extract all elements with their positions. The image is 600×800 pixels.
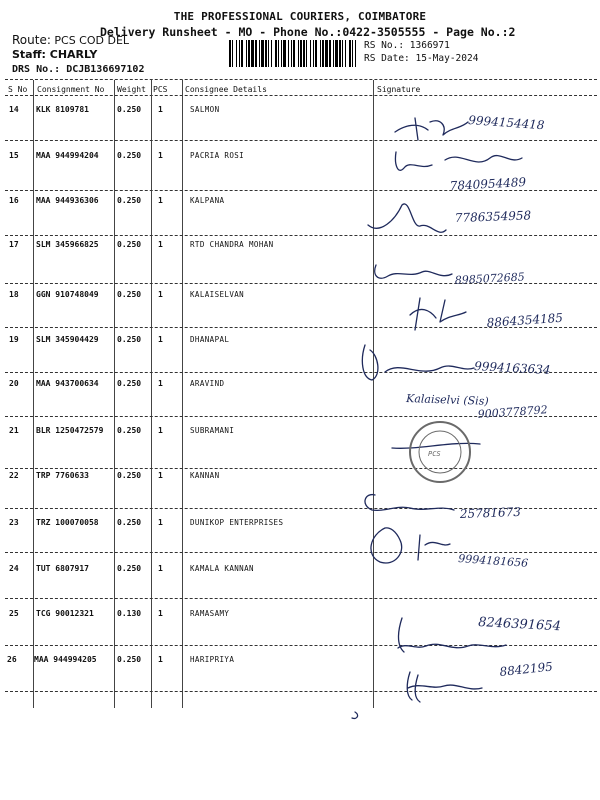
- row-weight: 0.250: [117, 655, 142, 664]
- rs-date-value: 15-May-2024: [415, 53, 479, 64]
- signature-scribble: [362, 345, 474, 380]
- row-pcs: 1: [158, 290, 163, 299]
- row-consignment: TRZ 100070058: [36, 518, 99, 527]
- row-consignment: BLR 1250472579: [36, 426, 104, 435]
- company-title: THE PROFESSIONAL COURIERS, COIMBATORE: [173, 10, 427, 23]
- row-pcs: 1: [158, 655, 163, 664]
- table-top-rule: [5, 79, 597, 80]
- signature-scribble: [410, 298, 466, 330]
- row-consignee: RTD CHANDRA MOHAN: [190, 240, 274, 249]
- route-line: [12, 33, 129, 47]
- row-sno: 15: [9, 151, 19, 160]
- row-weight: 0.250: [117, 105, 142, 114]
- row-consignment: MAA 944936306: [36, 196, 99, 205]
- signature-scribble: [407, 672, 482, 702]
- runsheet-subtitle: Delivery Runsheet - MO - Phone No.:0422-3505555 - Page No.:2: [100, 25, 516, 39]
- col-header-weight: Weight: [117, 85, 146, 94]
- signature-scribble: [352, 712, 358, 718]
- row-weight: 0.250: [117, 564, 142, 573]
- handwritten-number: 8985072685: [454, 270, 526, 287]
- handwritten-number: 7840954489: [449, 175, 527, 193]
- barcode: [229, 40, 357, 67]
- row-weight: 0.250: [117, 426, 142, 435]
- row-pcs: 1: [158, 426, 163, 435]
- row-rule: [5, 190, 597, 191]
- signature-scribble: [395, 152, 522, 170]
- col-header-consignee: Consignee Details: [185, 85, 267, 94]
- row-weight: 0.250: [117, 196, 142, 205]
- row-sno: 23: [9, 518, 19, 527]
- row-consignee: ARAVIND: [190, 379, 225, 388]
- signature-scribble: [398, 618, 506, 652]
- staff-line: [12, 48, 97, 61]
- handwritten-number: 9994163634: [473, 359, 551, 377]
- row-pcs: 1: [158, 240, 163, 249]
- row-rule: [5, 327, 597, 328]
- signature-scribble: [392, 443, 480, 448]
- row-consignment: TUT 6807917: [36, 564, 89, 573]
- handwritten-number: 9994154418: [467, 113, 545, 133]
- row-rule: [5, 235, 597, 236]
- row-sno: 21: [9, 426, 19, 435]
- col-divider: [33, 80, 34, 708]
- row-consignee: KALAISELVAN: [190, 290, 245, 299]
- row-pcs: 1: [158, 564, 163, 573]
- row-pcs: 1: [158, 151, 163, 160]
- row-consignee: HARIPRIYA: [190, 655, 235, 664]
- row-sno: 26: [7, 655, 17, 664]
- row-sno: 22: [9, 471, 19, 480]
- route-label: Route:: [12, 33, 51, 47]
- seal-stamp: [410, 422, 470, 482]
- row-weight: 0.250: [117, 335, 142, 344]
- row-weight: 0.250: [117, 151, 142, 160]
- row-weight: 0.250: [117, 379, 142, 388]
- row-consignee: SUBRAMANI: [190, 426, 235, 435]
- row-pcs: 1: [158, 609, 163, 618]
- row-consignee: RAMASAMY: [190, 609, 230, 618]
- row-rule: [5, 552, 597, 553]
- route-value: PCS COD DEL: [54, 34, 130, 47]
- row-weight: 0.250: [117, 240, 142, 249]
- col-divider: [151, 80, 152, 708]
- row-consignment: SLM 345904429: [36, 335, 99, 344]
- row-pcs: 1: [158, 335, 163, 344]
- row-consignment: SLM 345966825: [36, 240, 99, 249]
- row-rule: [5, 468, 597, 469]
- col-header-sno: S No: [8, 85, 28, 94]
- row-rule: [5, 372, 597, 373]
- handwritten-number: 8864354185: [486, 310, 564, 330]
- row-rule: [5, 283, 597, 284]
- row-sno: 16: [9, 196, 19, 205]
- drs-value: DCJB136697102: [66, 64, 145, 75]
- signature-scribble: [368, 204, 446, 232]
- handwritten-number: 9994181656: [457, 552, 529, 570]
- row-pcs: 1: [158, 105, 163, 114]
- drs-label: DRS No.:: [12, 64, 61, 75]
- row-consignee: KALPANA: [190, 196, 225, 205]
- handwritten-number: 9003778792: [477, 403, 549, 421]
- row-weight: 0.250: [117, 471, 142, 480]
- row-rule: [5, 645, 597, 646]
- row-sno: 14: [9, 105, 19, 114]
- col-header-consignment: Consignment No: [37, 85, 105, 94]
- row-pcs: 1: [158, 518, 163, 527]
- drs-line: [12, 64, 144, 75]
- row-consignment: TRP 7760633: [36, 471, 89, 480]
- row-consignment: KLK 8109781: [36, 105, 89, 114]
- row-sno: 24: [9, 564, 19, 573]
- row-consignment: GGN 910748049: [36, 290, 99, 299]
- signature-scribble: [375, 265, 452, 278]
- row-consignee: KAMALA KANNAN: [190, 564, 254, 573]
- row-weight: 0.250: [117, 290, 142, 299]
- signature-scribble: [371, 528, 402, 563]
- signature-scribble: [418, 535, 450, 560]
- row-sno: 17: [9, 240, 19, 249]
- signature-scribble: [395, 118, 468, 140]
- staff-value: CHARLY: [49, 48, 98, 61]
- handwritten-number: 25781673: [459, 504, 522, 521]
- row-consignee: DUNIKOP ENTERPRISES: [190, 518, 284, 527]
- rs-no-label: RS No.:: [364, 40, 405, 51]
- signature-area: [350, 0, 600, 800]
- row-sno: 19: [9, 335, 19, 344]
- handwritten-number: 7786354958: [454, 208, 532, 225]
- row-consignee: KANNAN: [190, 471, 220, 480]
- col-divider: [373, 80, 374, 708]
- handwritten-number: 8246391654: [477, 615, 562, 635]
- row-rule: [5, 416, 597, 417]
- row-sno: 25: [9, 609, 19, 618]
- col-divider: [182, 80, 183, 708]
- row-pcs: 1: [158, 379, 163, 388]
- row-rule: [5, 140, 597, 141]
- row-consignee: SALMON: [190, 105, 220, 114]
- handwritten-number: 8842195: [498, 659, 554, 679]
- svg-text:PCS: PCS: [428, 450, 441, 458]
- row-sno: 20: [9, 379, 19, 388]
- rs-date-line: [364, 53, 478, 64]
- row-consignment: MAA 943700634: [36, 379, 99, 388]
- row-consignee: PACRIA ROSI: [190, 151, 245, 160]
- col-divider: [114, 80, 115, 708]
- row-pcs: 1: [158, 471, 163, 480]
- row-consignment: TCG 90012321: [36, 609, 94, 618]
- rs-no-line: [364, 40, 450, 51]
- row-consignment: MAA 944994205: [34, 655, 97, 664]
- row-rule: [5, 691, 597, 692]
- row-sno: 18: [9, 290, 19, 299]
- row-pcs: 1: [158, 196, 163, 205]
- header-bottom-rule: [5, 95, 597, 96]
- row-consignee: DHANAPAL: [190, 335, 230, 344]
- staff-label: Staff:: [12, 48, 46, 61]
- row-consignment: MAA 944994204: [36, 151, 99, 160]
- row-rule: [5, 598, 597, 599]
- row-weight: 0.250: [117, 518, 142, 527]
- row-rule: [5, 508, 597, 509]
- col-header-pcs: PCS: [153, 85, 168, 94]
- col-header-signature: Signature: [377, 85, 421, 94]
- row-weight: 0.130: [117, 609, 142, 618]
- rs-date-label: RS Date:: [364, 53, 410, 64]
- rs-no-value: 1366971: [409, 40, 450, 51]
- handwritten-note: Kalaiselvi (Sis): [405, 392, 489, 408]
